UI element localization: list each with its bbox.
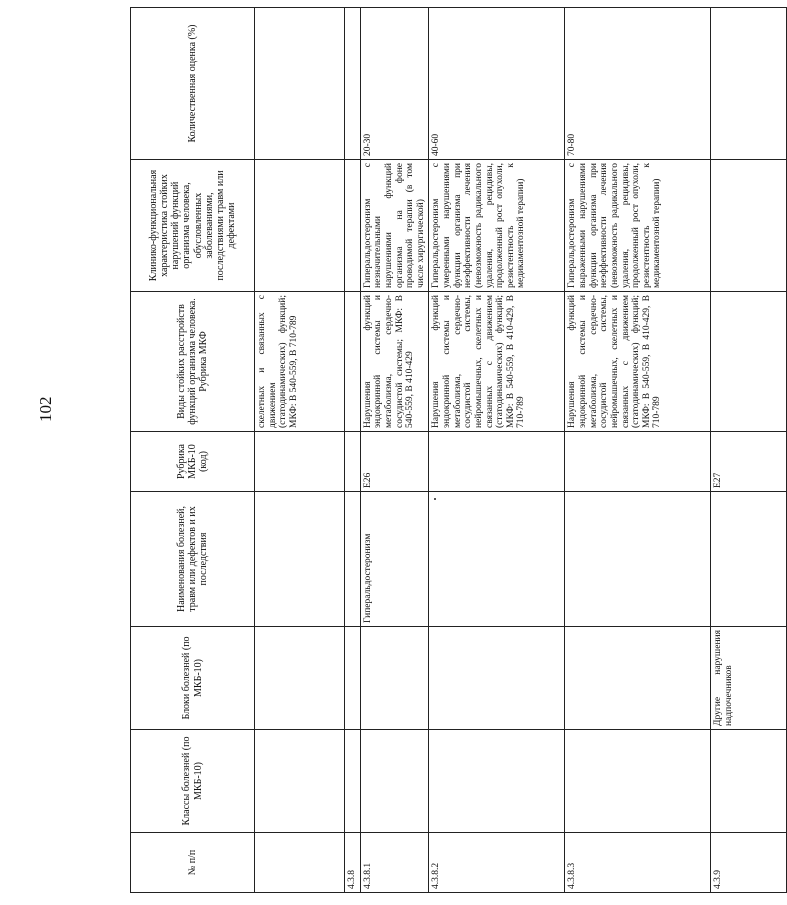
cell-score (345, 8, 361, 160)
cell-rubric (255, 432, 345, 492)
cell-rubric: E27 (711, 432, 787, 492)
table-row (360, 8, 429, 893)
cell-clinical: Гиперальдостеронизм с умеренными нарушениями функции организма при неэффективности лечения (невозможность радикального удаления, рецидивы, продолженный рост опухоли, резистентность к медикаментозной терапии) (429, 160, 565, 292)
cell-names (565, 492, 711, 627)
cell-score: 40-60 (429, 8, 565, 160)
cell-names (429, 492, 565, 627)
cell-num: 4.3.9 (711, 833, 787, 893)
cell-classes (565, 730, 711, 833)
cell-types (345, 292, 361, 432)
header-names: Наименования болезней, травм или дефектов и их последствия (131, 492, 255, 627)
scan-speck (434, 498, 436, 500)
cell-types (711, 292, 787, 432)
cell-classes (429, 730, 565, 833)
table-row (255, 8, 345, 893)
cell-blocks (429, 627, 565, 730)
table-row (565, 8, 711, 893)
table-header-row (131, 8, 255, 893)
cell-classes (711, 730, 787, 833)
page-number: 102 (36, 396, 55, 422)
cell-rubric (429, 432, 565, 492)
cell-clinical: Гиперальдостеронизм с выраженными нарушениями функции организма при неэффективности лечения (невозможность радикального удаления, рецидивы, продолженный рост опухоли, резистентность к медикаментозной терапии) (565, 160, 711, 292)
table-row (429, 8, 565, 893)
rotated-page-content (130, 8, 734, 893)
disease-classification-table (130, 7, 787, 893)
cell-score: 70-80 (565, 8, 711, 160)
cell-num: 4.3.8.1 (360, 833, 429, 893)
cell-score (255, 8, 345, 160)
cell-num: 4.3.8.2 (429, 833, 565, 893)
cell-clinical (711, 160, 787, 292)
cell-names: Гиперальдостеронизм (360, 492, 429, 627)
header-rubric: Рубрика МКБ-10 (код) (131, 432, 255, 492)
cell-types: Нарушения функций эндокринной системы и метаболизма, сердечно-сосудистой системы, нейромышечных, скелетных и связанных с движением (статодинамических) функций; МКФ: B 540-559, B 410-429, B 710-789 (429, 292, 565, 432)
cell-types: скелетных и связанных с движением (статодинамических) функций; МКФ: B 540-559, B 710-789 (255, 292, 345, 432)
cell-classes (255, 730, 345, 833)
table-row (345, 8, 361, 893)
cell-names (345, 492, 361, 627)
header-num: № п/п (131, 833, 255, 893)
header-score: Количественная оценка (%) (131, 8, 255, 160)
cell-types: Нарушения функций эндокринной системы и метаболизма, сердечно-сосудистой системы; МКФ: B 540-559, B 410-429 (360, 292, 429, 432)
header-blocks: Блоки болезней (по МКБ-10) (131, 627, 255, 730)
cell-num: 4.3.8 (345, 833, 361, 893)
cell-num: 4.3.8.3 (565, 833, 711, 893)
header-types: Виды стойких расстройств функций организма человека. Рубрика МКФ (131, 292, 255, 432)
cell-rubric (345, 432, 361, 492)
header-classes: Классы болезней (по МКБ-10) (131, 730, 255, 833)
cell-clinical (255, 160, 345, 292)
cell-clinical (345, 160, 361, 292)
cell-score (711, 8, 787, 160)
cell-classes (360, 730, 429, 833)
cell-blocks (255, 627, 345, 730)
cell-score: 20-30 (360, 8, 429, 160)
cell-types: Нарушения функций эндокринной системы и метаболизма, сердечно-сосудистой системы, нейромышечных, скелетных и связанных с движением (статодинамических) функций; МКФ: B 540-559, B 410-429, B 710-789 (565, 292, 711, 432)
cell-rubric (565, 432, 711, 492)
cell-classes (345, 730, 361, 833)
cell-blocks (360, 627, 429, 730)
cell-blocks: Другие нарушения надпочечников (711, 627, 787, 730)
cell-clinical: Гиперальдостеронизм с незначительными нарушениями функций организма на фоне проводимой терапии (в том числе хирургической) (360, 160, 429, 292)
cell-blocks (345, 627, 361, 730)
table-row (711, 8, 787, 893)
cell-blocks (565, 627, 711, 730)
cell-rubric: E26 (360, 432, 429, 492)
cell-names (255, 492, 345, 627)
header-clinical: Клинико-функциональная характеристика стойких нарушений функций организма человека, обусловленных заболеваниями, последствиями травм или дефектами (131, 160, 255, 292)
cell-num (255, 833, 345, 893)
cell-names (711, 492, 787, 627)
